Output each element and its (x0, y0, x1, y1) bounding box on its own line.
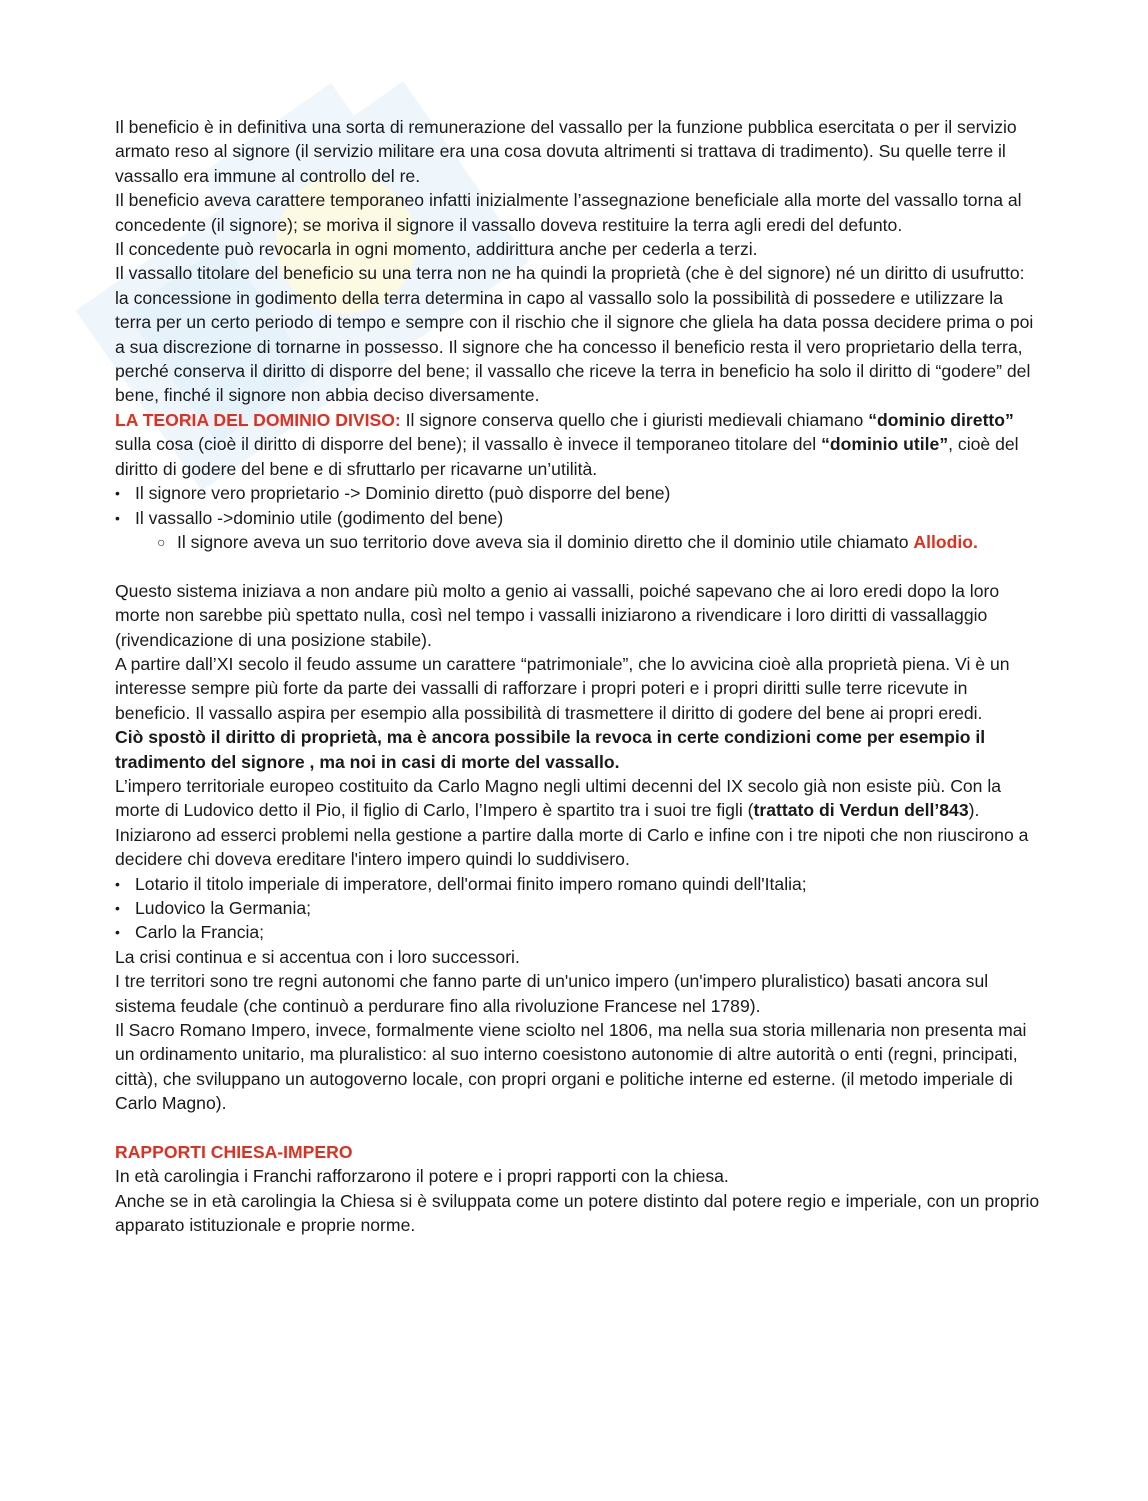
paragraph-teoria: LA TEORIA DEL DOMINIO DIVISO: Il signore conserva quello che i giuristi medievali chiamano “dominio diretto” sulla cosa (cioè il diritto di disporre del bene); il vassallo è invece il temporaneo titolare del “dominio utile”, cioè del diritto di godere del bene e di sfruttarlo per ricavarne un’utilità. (115, 409, 1019, 479)
document-page (115, 115, 1040, 1238)
teoria-list (115, 481, 1040, 530)
list-item: • Lotario il titolo imperiale di imperatore, dell'ormai finito impero romano quindi dell'Italia; (115, 872, 1040, 896)
paragraph-beneficio: Il beneficio è in definitiva una sorta di remunerazione del vassallo per la funzione pubblica esercitata o per il servizio armato reso al signore (il servizio militare era una cosa dovuta altrimenti si trattava di tradimento). Su quelle terre il vassallo era immune al controllo del re. (115, 117, 1017, 186)
paragraph-temporaneo: Il beneficio aveva carattere temporaneo infatti inizialmente l’assegnazione beneficiale alla morte del vassallo torna al concedente (il signore); se moriva il signore il vassallo doveva restituire la terra agli eredi del defunto. (115, 190, 1022, 235)
term-verdun: trattato di Verdun dell’843 (753, 800, 969, 821)
paragraph-sacro-romano: Il Sacro Romano Impero, invece, formalmente viene sciolto nel 1806, ma nella sua storia millenaria non presenta mai un ordinamento unitario, ma pluralistico: al suo interno coesistono autonomie di altre autorità o enti (regni, principati, città), che sviluppano un autogoverno locale, con propri organi e politiche interne ed esterne. (il metodo imperiale di Carlo Magno). (115, 1020, 1027, 1114)
paragraph-carolingia: In età carolingia i Franchi rafforzarono il potere e i propri rapporti con la chiesa. (115, 1166, 729, 1187)
paragraph-revoca: Il concedente può revocarla in ogni momento, addirittura anche per cederla a terzi. (115, 239, 758, 260)
paragraph-chiesa: Anche se in età carolingia la Chiesa si è sviluppata come un potere distinto dal potere regio e imperiale, con un proprio apparato istituzionale e proprie norme. (115, 1190, 1040, 1236)
paragraph-bold-proprieta: Ciò spostò il diritto di proprietà, ma è ancora possibile la revoca in certe condizioni come per esempio il tradimento del signore , ma noi in casi di morte del vassallo. (115, 727, 986, 772)
paragraph-sistema: Questo sistema iniziava a non andare più molto a genio ai vassalli, poiché sapevano che ai loro eredi dopo la loro morte non sarebbe più spettato nulla, così nel tempo i vassalli iniziarono a rivendicare i loro diritti di vassallaggio (rivendicazione di una posizione stabile). (115, 580, 1000, 650)
term-allodio: Allodio. (913, 531, 978, 552)
paragraph-titolare: Il vassallo titolare del beneficio su una terra non ne ha quindi la proprietà (che è del signore) né un diritto di usufrutto: la concessione in godimento della terra determina in capo al vassallo solo la possibilità di possedere e utilizzare la terra per un certo periodo di tempo e sempre con il rischio che il signore che gliela ha data possa decidere prima o poi a sua discrezione di tornarne in possesso. Il signore che ha concesso il beneficio resta il vero proprietario della terra, perché conserva il diritto di disporre del bene; il vassallo che riceve la terra in beneficio ha solo il diritto di “godere” del bene, finché il signore non abbia deciso diversamente. (115, 263, 1034, 406)
term-dominio-diretto: “dominio diretto” (868, 409, 1014, 430)
list-item: • Il vassallo ->dominio utile (godimento del bene) (115, 506, 1040, 530)
figli-list (115, 872, 1040, 945)
heading-teoria: LA TEORIA DEL DOMINIO DIVISO: (115, 409, 401, 430)
list-item: • Il signore vero proprietario -> Dominio diretto (può disporre del bene) (115, 481, 1040, 505)
list-item: ○ Il signore aveva un suo territorio dove aveva sia il dominio diretto che il dominio utile chiamato Allodio. (177, 530, 1040, 554)
term-dominio-utile: “dominio utile” (821, 434, 949, 455)
paragraph-impero: L’impero territoriale europeo costituito da Carlo Magno negli ultimi decenni del IX secolo già non esiste più. Con la morte di Ludovico detto il Pio, il figlio di Carlo, l’Impero è spartito tra i suoi tre figli (trattato di Verdun dell’843). Iniziarono ad esserci problemi nella gestione a partire dalla morte di Carlo e infine con i tre nipoti che non riuscirono a decidere chi doveva ereditare l'intero impero quindi lo suddivisero. (115, 775, 1029, 870)
list-item: • Ludovico la Germania; (115, 896, 1040, 920)
paragraph-patrimoniale: A partire dall’XI secolo il feudo assume un carattere “patrimoniale”, che lo avvicina cioè alla proprietà piena. Vi è un interesse sempre più forte da parte dei vassalli di rafforzare i propri poteri e i propri diritti sulle terre ricevute in beneficio. Il vassallo aspira per esempio alla possibilità di trasmettere il diritto di godere del bene ai propri eredi. (115, 653, 1010, 723)
heading-chiesa-impero: RAPPORTI CHIESA-IMPERO (115, 1142, 353, 1163)
paragraph-territori: I tre territori sono tre regni autonomi che fanno parte di un'unico impero (un'impero pluralistico) basati ancora sul sistema feudale (che continuò a perdurare fino alla rivoluzione Francese nel 1789). (115, 971, 989, 1016)
teoria-sublist (115, 530, 1040, 554)
paragraph-crisi: La crisi continua e si accentua con i loro successori. (115, 946, 520, 967)
list-item: • Carlo la Francia; (115, 920, 1040, 944)
